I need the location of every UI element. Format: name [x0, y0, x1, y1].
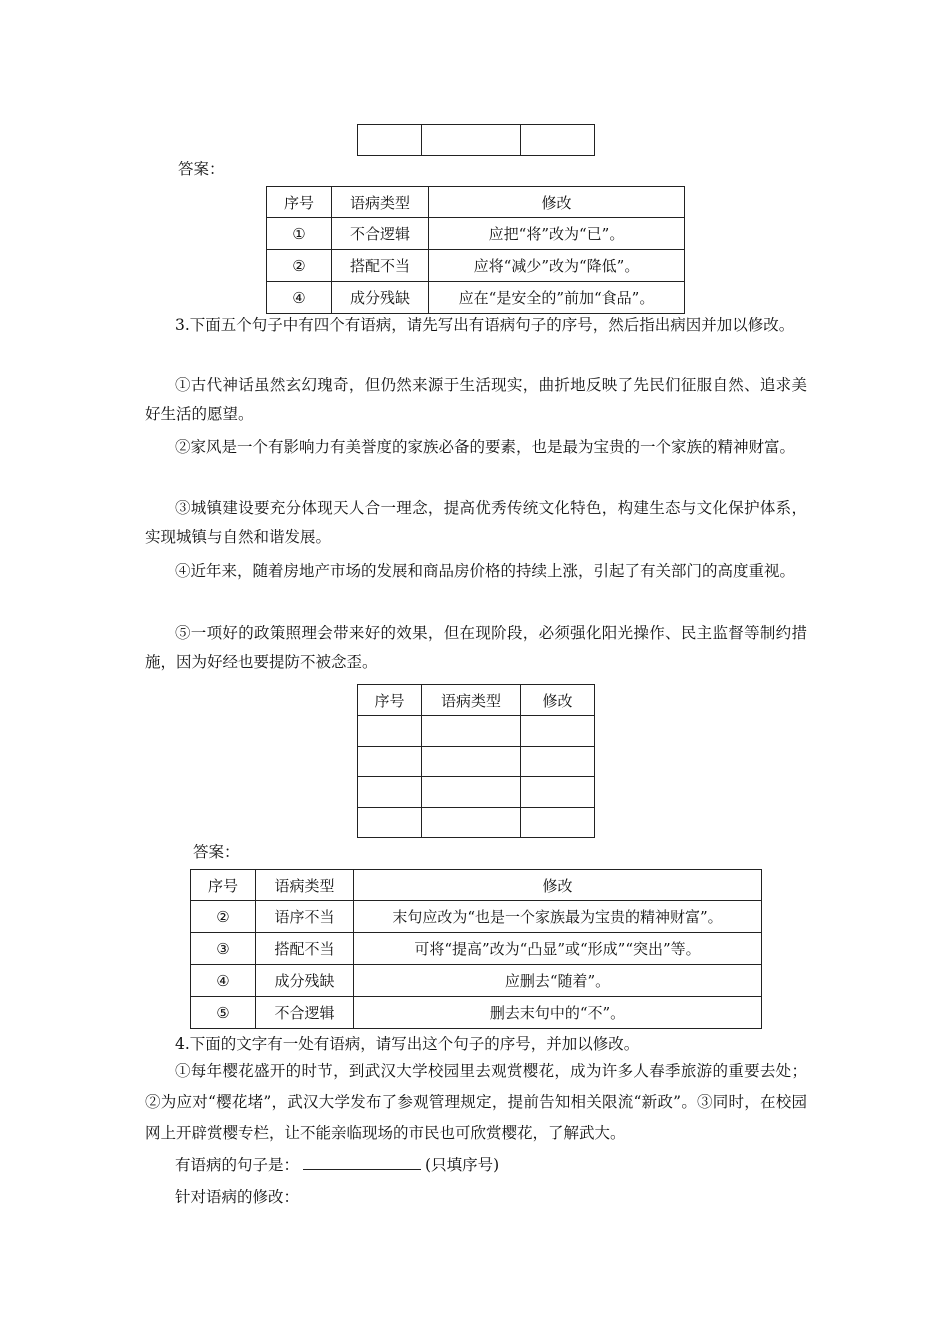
- q3-sentence-4: ④近年来，随着房地产市场的发展和商品房价格的持续上涨，引起了有关部门的高度重视。: [175, 562, 796, 580]
- q3-sentence-1: ①古代神话虽然玄幻瑰奇，但仍然来源于生活现实，曲折地反映了先民们征服自然、追求美好生活的愿望。: [145, 376, 807, 423]
- header-cell: 修改: [521, 685, 595, 716]
- table-cell: 语序不当: [256, 901, 354, 933]
- table-row: [191, 997, 762, 1029]
- top-empty-table: [357, 124, 595, 156]
- q2-answer-label: 答案：: [178, 160, 225, 178]
- table-cell: [422, 716, 521, 747]
- q3-answer-label: 答案：: [193, 843, 240, 861]
- table-cell: 成分残缺: [256, 965, 354, 997]
- table-cell: [521, 716, 595, 747]
- q3-sentence-3: ③城镇建设要充分体现天人合一理念，提高优秀传统文化特色，构建生态与文化保护体系，实现城镇与自然和谐发展。: [145, 499, 807, 546]
- table-row: [358, 777, 595, 808]
- q3-blank-table: [357, 684, 595, 838]
- table-cell: [358, 125, 422, 156]
- table-header-row: [191, 870, 762, 901]
- header-cell: 序号: [191, 870, 256, 901]
- table-cell: [422, 777, 521, 808]
- table-cell: [521, 747, 595, 777]
- table-cell: [422, 747, 521, 777]
- q3-prompt: 3.下面五个句子中有四个有语病，请先写出有语病句子的序号，然后指出病因并加以修改。: [175, 316, 795, 334]
- q3-sentence-5: ⑤一项好的政策照理会带来好的效果，但在现阶段，必须强化阳光操作、民主监督等制约措施，因为好经也要提防不被念歪。: [145, 624, 807, 671]
- header-cell: 语病类型: [422, 685, 521, 716]
- table-cell: 可将“提高”改为“凸显”或“形成”“突出”等。: [354, 933, 762, 965]
- q4-answer-line: [175, 1153, 499, 1175]
- table-cell: ②: [267, 250, 332, 282]
- table-row: [191, 901, 762, 933]
- table-cell: ⑤: [191, 997, 256, 1029]
- header-cell: 语病类型: [332, 187, 429, 218]
- table-cell: [422, 125, 521, 156]
- table-cell: 应把“将”改为“已”。: [429, 218, 685, 250]
- q4-prompt: 4.下面的文字有一处有语病，请写出这个句子的序号，并加以修改。: [175, 1035, 640, 1053]
- table-cell: [358, 716, 422, 747]
- table-cell: 不合逻辑: [256, 997, 354, 1029]
- table-cell: [521, 777, 595, 808]
- table-cell: 应在“是安全的”前加“食品”。: [429, 282, 685, 314]
- q2-answer-table: [266, 186, 685, 314]
- header-cell: 语病类型: [256, 870, 354, 901]
- q3-answer-table: [190, 869, 762, 1029]
- table-cell: [521, 808, 595, 838]
- table-cell: 末句应改为“也是一个家族最为宝贵的精神财富”。: [354, 901, 762, 933]
- header-cell: 序号: [267, 187, 332, 218]
- table-cell: [358, 777, 422, 808]
- table-row: [267, 250, 685, 282]
- q4-fix-label: 针对语病的修改：: [175, 1188, 300, 1206]
- table-row: [267, 218, 685, 250]
- table-row: [358, 808, 595, 838]
- q4-passage: ①每年樱花盛开的时节，到武汉大学校园里去观赏樱花，成为许多人春季旅游的重要去处；②为应对“樱花堵”，武汉大学发布了参观管理规定，提前告知相关限流“新政”。③同时，在校园网上开辟赏樱专栏，让不能亲临现场的市民也可欣赏樱花，了解武大。: [145, 1062, 807, 1142]
- q3-sentence-2: ②家风是一个有影响力有美誉度的家族必备的要素，也是最为宝贵的一个家族的精神财富。: [175, 438, 796, 456]
- q4-answer-hint: (只填序号): [425, 1156, 500, 1174]
- table-cell: ②: [191, 901, 256, 933]
- table-row: [267, 282, 685, 314]
- table-row: [358, 716, 595, 747]
- table-cell: 删去末句中的“不”。: [354, 997, 762, 1029]
- table-cell: [521, 125, 595, 156]
- table-cell: 搭配不当: [332, 250, 429, 282]
- table-cell: ④: [191, 965, 256, 997]
- table-header-row: [267, 187, 685, 218]
- table-row: [358, 747, 595, 777]
- header-cell: 修改: [354, 870, 762, 901]
- table-cell: [358, 808, 422, 838]
- table-cell: 应将“减少”改为“降低”。: [429, 250, 685, 282]
- table-header-row: [358, 685, 595, 716]
- table-cell: ③: [191, 933, 256, 965]
- table-cell: ④: [267, 282, 332, 314]
- table-cell: [358, 747, 422, 777]
- header-cell: 修改: [429, 187, 685, 218]
- table-cell: 成分残缺: [332, 282, 429, 314]
- table-cell: ①: [267, 218, 332, 250]
- q4-answer-label: 有语病的句子是：: [175, 1156, 300, 1174]
- answer-blank[interactable]: [303, 1155, 421, 1170]
- header-cell: 序号: [358, 685, 422, 716]
- table-row: [191, 965, 762, 997]
- table-cell: [422, 808, 521, 838]
- table-cell: 搭配不当: [256, 933, 354, 965]
- table-cell: 应删去“随着”。: [354, 965, 762, 997]
- table-cell: 不合逻辑: [332, 218, 429, 250]
- table-row: [191, 933, 762, 965]
